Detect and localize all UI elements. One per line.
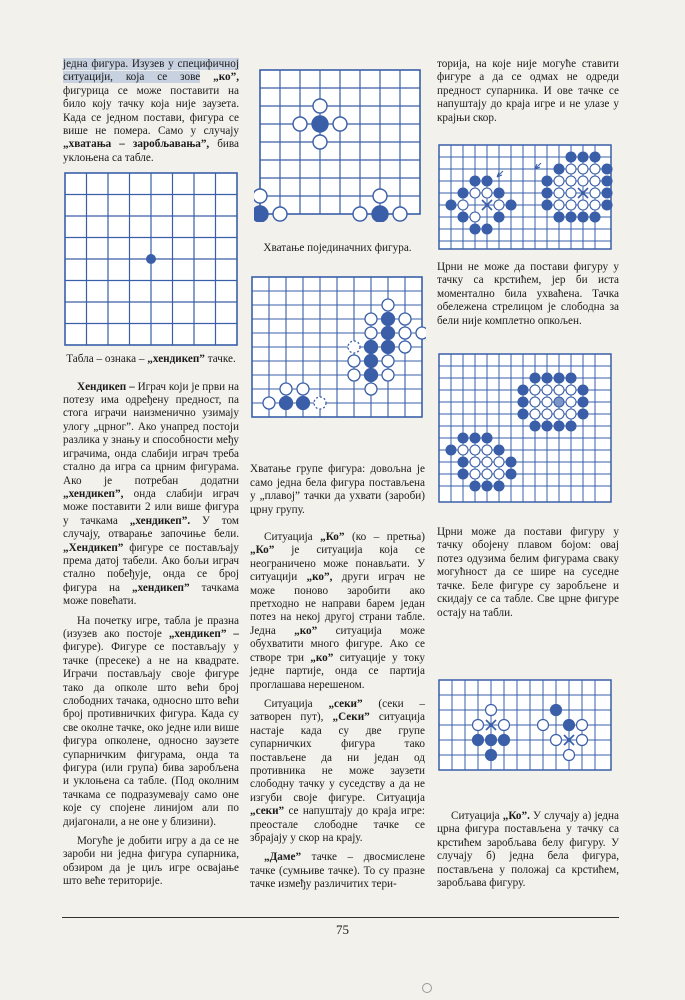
paragraph-dame: „Даме” тачке – двосмислене тачке (сумњиве тачке). То су празне тачке између различитих тери- — [250, 851, 426, 891]
blue-point-caption: Црни може да постави фигуру у тачку обојену плавом бојом: овај потез одузима белим фигурама сваку могућност да се шире на суседне тачке. Беле фигуре су заробљене и скидају се са табле. Све црне фигуре остају на табли. — [437, 526, 619, 619]
paragraph-win: Могуће је добити игру а да се не зароби ни једна фигура супарника, обзиром да је циљ игре освајање што веће територије. — [63, 835, 239, 888]
registration-circle — [422, 983, 432, 993]
paragraph-seki: Ситуација „секи” (секи – затворен пут), „Секи” ситуација настаје када су две групе супарничких фигура тако постављене да ни један од противника не може заузети слободну тачку у суседству а да не изгуби своје фигуре. Ситуација „секи” се напуштају до краја игре: преостале слободне тачке се збрајају у скор на крају. — [250, 697, 426, 844]
blue-point-diagram — [437, 350, 613, 506]
single-capture-caption: Хватање појединачних фигура. — [263, 242, 412, 254]
paragraph-start: На почетку игре, табла је празна (изузев ако постоје „хендикеп” – фигуре). Фигуре се постављају у тачке (пресеке) а не на квадрате. Играчи постављају своје фигуре тако да опколе што већи број слободних тачака, односно што већи број противничких фигура. Када су све околне тачке, око једне или више фигура опколене, односно заузете супарничким фигурама, онда та фигура (или група) бива заробљена и уклоњена са табле. (Под околним тачкама се подразумевају само оне које су спојене линијом али по дијагонали, а не оне у близини). — [63, 614, 239, 828]
paragraph-territory: торија, на које није могуће ставити фигуре а да се одмах не одреди предност супарника. И ове тачке се напуштају до краја игре и не улазе у крајњи скор. — [437, 58, 619, 124]
handicap-point — [146, 254, 156, 264]
forbidden-point-diagram — [437, 143, 613, 251]
paragraph-handicap: Хендикеп – Играч који је први на потезу има одређену предност, па стога играчи наизменично узимају улогу „црног”. Ако унапред постоји разлика у знању и способности међу играчима, онда слабији играч треба стално да игра са црним фигурама. Ако је потребан додатни „хендикеп”, онда слабији играч може поставити 2 или више фигура у тачкама „хендикеп”. У том случају, отварање започиње бели. „Хендикеп” фигуре се постављају према датој табели. Ако бољи играч стално побеђује, онда се број фигура на „хендикеп” тачкама може повећати. — [63, 380, 240, 608]
forbidden-point-caption: Црни не може да постави фигуру у тачку са крстићем, јер би иста моментално била ухваћена. Тачка обележена стрелицом је слободна за бели није комплетно опкољен. — [437, 261, 619, 327]
paragraph-ko: Ситуација „Ко” (ко – претња) „Ко” је ситуација која се неограничено може понављати. У ситуацији „ко”, други играч не може поново заробити ако претходно не направи барем један потез на некој другој страни табле. Једна „ко” ситуација може обухватити много фигуре. Ако се створе три „ко” ситуације у току једне партије, онда се партија проглашава нерешеном. — [250, 531, 426, 691]
ko-situation-diagram — [437, 678, 613, 774]
handicap-board-diagram — [63, 171, 239, 347]
column-2 — [250, 58, 425, 898]
ko-caption: Ситуација „Ко”. У случају а) једна црна фигура постављена у тачку са крстићем заробљава белу фигуру. У случају б) једна бела фигура, постављена у положај са крстићем, заробљава фигуру. — [437, 809, 620, 889]
column-1 — [63, 58, 239, 895]
paragraph-intro: једна фигура. Изузев у специфичној ситуацији, која се зове „ко”, фигурица се може поставити на било коју тачку која није заузета. Када се једном постави, фигура се више не помера. Само у случају „хватања – заробљавања”, бива уклоњена са табле. — [63, 58, 239, 164]
group-capture-caption: Хватање групе фигура: довољна је само једна бела фигура постављена у „плавој” тачки да ухвати (зароби) црну групу. — [250, 463, 425, 516]
footer-rule — [62, 917, 619, 918]
group-capture-diagram — [250, 273, 426, 423]
column-3 — [437, 58, 619, 896]
page-number: 75 — [336, 922, 349, 937]
single-capture-diagram — [254, 66, 426, 222]
handicap-caption: Табла – ознака – „хендикеп” тачке. — [66, 353, 236, 366]
